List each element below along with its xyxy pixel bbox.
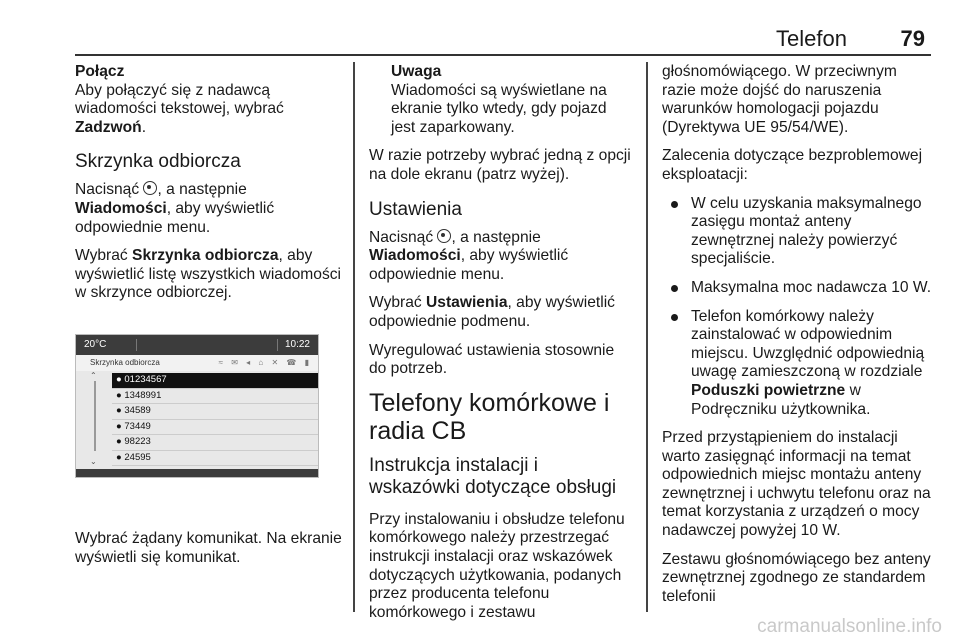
bullet-icon xyxy=(671,314,678,321)
paragraph-skrzynka-1: Nacisnąć , a następnie Wiadomości, aby wyświetlić odpowiednie menu. xyxy=(75,181,275,236)
message-row: ● 73449 xyxy=(112,420,318,436)
paragraph-zalecenia: Zalecenia dotyczące bezproblemowej eksploatacji: xyxy=(662,147,923,183)
column-divider-2 xyxy=(646,62,648,612)
home-phone-icon xyxy=(143,181,157,195)
watermark: carmanualsonline.info xyxy=(757,616,942,637)
message-list xyxy=(112,373,318,466)
heading-instrukcja: Instrukcja instalacji i wskazówki dotyczące obsługi xyxy=(369,454,617,498)
message-row: ● 34589 xyxy=(112,404,318,420)
inbox-screenshot xyxy=(75,334,319,478)
message-row: ● 98223 xyxy=(112,435,318,451)
screen-title: Skrzynka odbiorcza xyxy=(90,358,160,367)
paragraph-ustawienia-3: Wyregulować ustawienia stosownie do potrzeb. xyxy=(369,341,615,378)
paragraph-instalacja: Przy instalowaniu i obsłudze telefonu komórkowego należy przestrzegać instrukcji instalacji oraz wskazówek dotyczących użytkowania, podanych przez producenta telefonu komórkowego i zestawu xyxy=(369,510,625,621)
heading-ustawienia: Ustawienia xyxy=(369,198,462,220)
screen-subheader xyxy=(76,355,318,371)
scroll-up-icon: ⌃ xyxy=(90,371,97,380)
temperature-readout: 20°C xyxy=(84,339,107,350)
note-box xyxy=(369,63,634,137)
scrollbar xyxy=(94,381,96,451)
link-zadzwon: Zadzwoń xyxy=(75,118,142,136)
paragraph-ustawienia-2: Wybrać Ustawienia, aby wyświetlić odpowiednie podmenu. xyxy=(369,294,615,330)
note-text: Wiadomości są wyświetlane na ekranie tylko wtedy, gdy pojazd jest zaparkowany. xyxy=(391,81,607,136)
paragraph-przed-instalacja: Przed przystąpieniem do instalacji warto zasięgnąć informacji na temat odpowiednich miejsc montażu anteny zewnętrznej i uchwytu telefonu oraz na temat korzystania z urządzeń o mocy nadawczej powyżej 10 W. xyxy=(662,429,931,540)
screen-bottom-bar xyxy=(76,469,318,477)
page-number: 79 xyxy=(900,26,925,51)
screen-top-bar xyxy=(76,335,318,355)
heading-telefony: Telefony komórkowe i radia CB xyxy=(369,388,610,445)
separator xyxy=(136,339,137,351)
header-rule xyxy=(75,54,931,56)
list-item: Telefon komórkowy należy zainstalować w odpowiednim miejscu. Uwzględnić odpowiednią uwagę zamieszczoną w rozdziale Poduszki powietrzne w Podręczniku użytkownika. xyxy=(662,308,932,420)
note-title: Uwaga xyxy=(391,63,442,80)
column-divider-1 xyxy=(353,62,355,612)
paragraph-zestaw: Zestawu głośnomówiącego bez anteny zewnętrznej zgodnego ze standardem telefonii xyxy=(662,550,931,605)
page-title: Telefon xyxy=(776,26,847,51)
recommendations-list xyxy=(662,195,932,420)
heading-polacz: Połącz xyxy=(75,63,125,80)
paragraph-homologacja: głośnomówiącego. W przeciwnym razie może dojść do naruszenia warunków homologacji pojazdu (Dyrektywa UE 95/54/WE). xyxy=(662,63,897,136)
bullet-icon xyxy=(671,285,678,292)
page-header xyxy=(75,26,929,52)
status-icons: ≈ ✉ ◂ ⌂ ✕ ☎ ▮ xyxy=(218,358,312,367)
clock-readout: 10:22 xyxy=(284,339,310,350)
column-3 xyxy=(662,63,932,616)
paragraph-polacz: Aby połączyć się z nadawcą wiadomości tekstowej, wybrać Zadzwoń. xyxy=(75,81,284,136)
separator xyxy=(277,339,278,351)
home-phone-icon xyxy=(437,229,451,243)
message-row: ● 01234567 xyxy=(112,373,318,389)
paragraph-wybrac-komunikat: Wybrać żądany komunikat. Na ekranie wyświetli się komunikat. xyxy=(75,530,342,566)
paragraph-opcje: W razie potrzeby wybrać jedną z opcji na dole ekranu (patrz wyżej). xyxy=(369,147,631,183)
column-2 xyxy=(369,63,634,632)
list-item: Maksymalna moc nadawcza 10 W. xyxy=(662,279,932,298)
message-row: ● 24595 xyxy=(112,451,318,467)
paragraph-skrzynka-2: Wybrać Skrzynka odbiorcza, aby wyświetlić listę wszystkich wiadomości w skrzynce odbiorczej. xyxy=(75,247,342,302)
message-row: ● 1348991 xyxy=(112,389,318,405)
bullet-icon xyxy=(671,201,678,208)
list-item: W celu uzyskania maksymalnego zasięgu montaż anteny zewnętrznej należy powierzyć specjaliście. xyxy=(662,195,932,269)
paragraph-ustawienia-1: Nacisnąć , a następnie Wiadomości, aby wyświetlić odpowiednie menu. xyxy=(369,228,569,283)
heading-skrzynka: Skrzynka odbiorcza xyxy=(75,151,241,173)
scroll-down-icon: ⌄ xyxy=(90,457,97,466)
